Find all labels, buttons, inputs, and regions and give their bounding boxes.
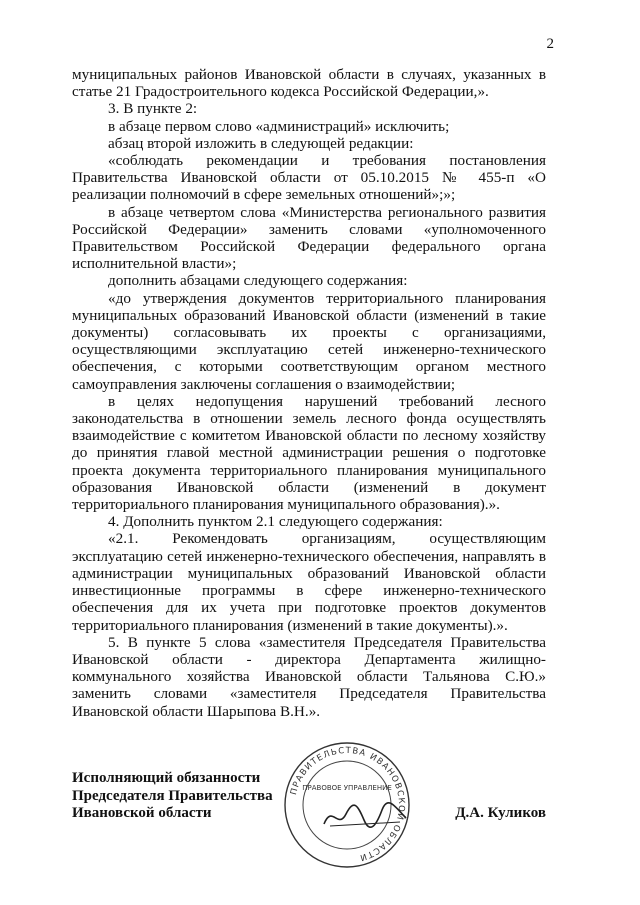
document-body [72,66,546,720]
paragraph: абзац второй изложить в следующей редакции: [108,134,414,152]
signatory-title-line: Ивановской области [72,805,212,821]
paragraph: в целях недопущения нарушений требований лесного законодательства в отношении земель лесного фонда осуществлять взаимодействие с комитетом Ивановской области по лесному хозяйству до принятия главой местной администрации решения о подготовке проекта документа территориального планирования муниципального образования Ивановской области (изменений в документ территориального планирования муниципального образования).». [72,392,546,514]
paragraph: «2.1. Рекомендовать организациям, осуществляющим эксплуатацию сетей инженерно-технического обеспечения, направлять в администрации муниципальных образований Ивановской области инвестиционные программы в сфере инженерно-технического обеспечения для их учета при подготовке проектов документов территориального планирования (изменений в такие документы).». [72,530,546,634]
paragraph: дополнить абзацами следующего содержания: [108,272,408,290]
signatory-title-line: Председателя Правительства [72,787,273,804]
paragraph: 3. В пункте 2: [108,100,198,118]
paragraph: 5. В пункте 5 слова «заместителя Председателя Правительства Ивановской области - директора Департамента жилищно-коммунального хозяйства Ивановской области Тальянова С.Ю.» заменить словами «заместителя Председателя Правительства Ивановской области Шарыпова В.Н.». [72,633,546,720]
paragraph: в абзаце четвертом слова «Министерства регионального развития Российской Федерации» заменить словами «уполномоченного Правительством Российской Федерации федерального органа исполнительной власти»; [72,203,546,273]
paragraph: 4. Дополнить пунктом 2.1 следующего содержания: [108,513,443,531]
stamp-ring-text: ПРАВИТЕЛЬСТВА ИВАНОВСКОЙ ОБЛАСТИ [289,745,407,863]
stamp-inner-text: ПРАВОВОЕ УПРАВЛЕНИЕ [302,784,392,792]
paragraph: «до утверждения документов территориального планирования муниципальных образований Ивановской области (изменений в такие документы) согласовывать их проекты с организациями, осуществляющими эксплуатацию сетей инженерно-технического обеспечения, с которыми соответствующим органом местного самоуправления заключены соглашения о взаимодействии; [72,289,546,393]
page-number: 2 [546,36,554,52]
paragraph: муниципальных районов Ивановской области в случаях, указанных в статье 21 Градостроительного кодекса Российской Федерации,». [72,66,546,101]
signatory-name: Д.А. Куликов [455,805,546,821]
signatory-title-line: Исполняющий обязанности [72,770,261,786]
signature-block [72,770,546,823]
paragraph: в абзаце первом слово «администраций» исключить; [108,117,450,135]
paragraph: «соблюдать рекомендации и требования постановления Правительства Ивановской области от 05.10.2015 № 455-п «О реализации полномочий в сфере земельных отношений»;»; [72,152,546,204]
